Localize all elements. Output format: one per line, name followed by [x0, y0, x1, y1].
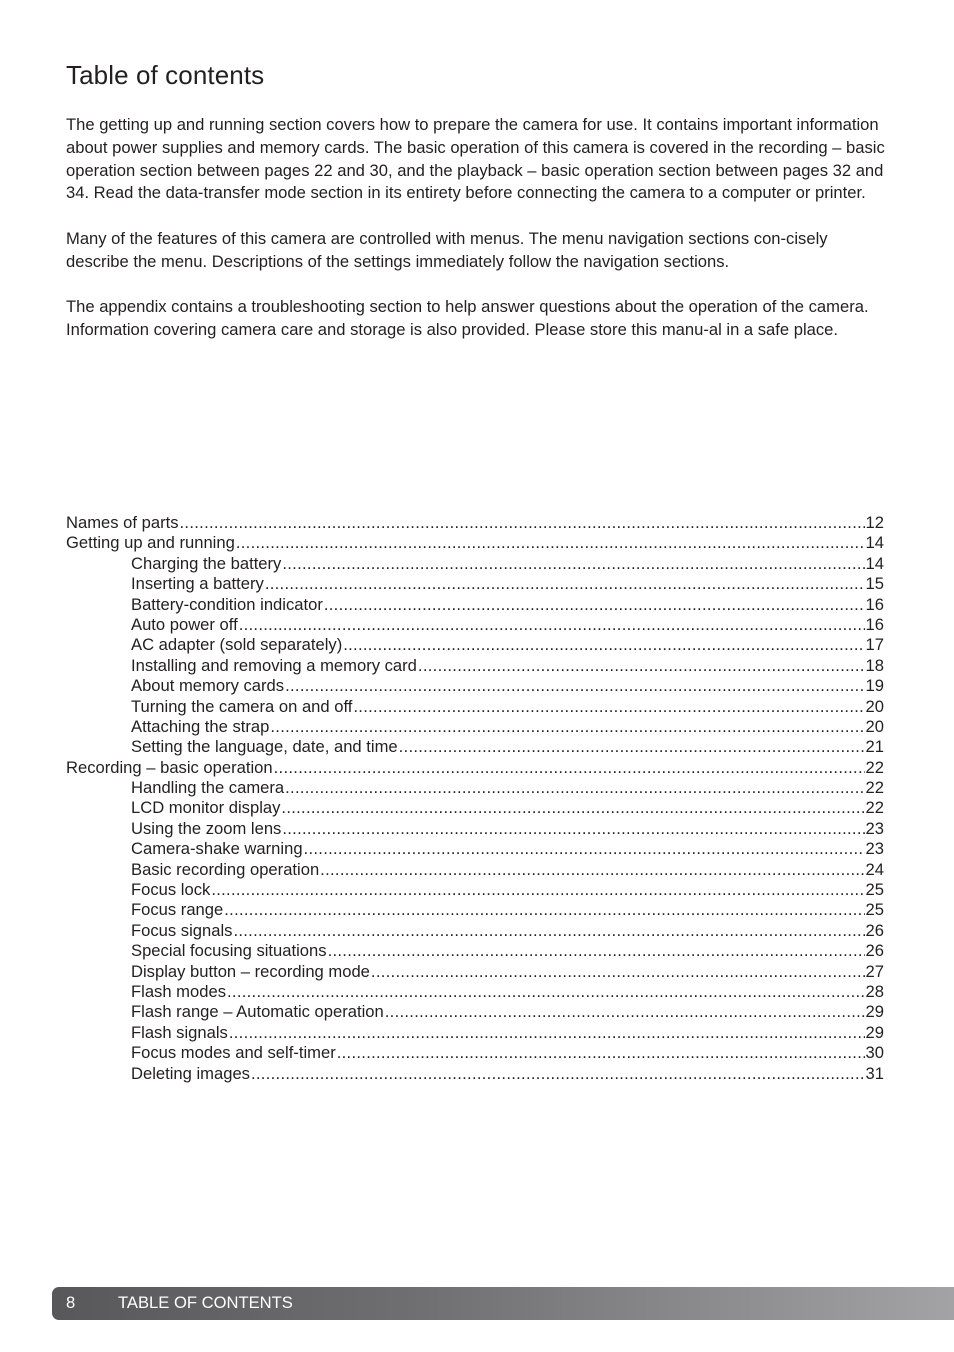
toc-entry-page: 26 — [865, 941, 884, 961]
toc-entry[interactable] — [66, 513, 884, 533]
toc-dot-leader — [337, 1043, 865, 1063]
toc-dot-leader — [399, 737, 865, 757]
toc-entry-label: Focus lock — [131, 880, 211, 900]
toc-entry[interactable] — [66, 860, 884, 880]
toc-entry-label: Auto power off — [131, 614, 238, 634]
toc-dot-leader — [320, 860, 864, 880]
toc-dot-leader — [236, 533, 865, 553]
toc-entry-page: 12 — [865, 513, 884, 532]
toc-entry[interactable] — [66, 1002, 884, 1022]
toc-entry[interactable] — [66, 615, 884, 635]
toc-entry[interactable] — [66, 635, 884, 655]
toc-entry-page: 16 — [865, 594, 884, 614]
toc-entry-page: 17 — [865, 635, 884, 655]
toc-entry[interactable] — [66, 1023, 884, 1043]
toc-entry-label: Charging the battery — [131, 553, 282, 573]
toc-entry-page: 24 — [865, 859, 884, 879]
toc-entry-label: Special focusing situations — [131, 941, 327, 961]
toc-entry-page: 16 — [865, 614, 884, 634]
toc-entry-page: 25 — [865, 900, 884, 920]
toc-entry-page: 31 — [865, 1063, 884, 1083]
toc-entry[interactable] — [66, 778, 884, 798]
toc-dot-leader — [282, 819, 864, 839]
toc-entry[interactable] — [66, 595, 884, 615]
toc-entry-page: 22 — [865, 778, 884, 798]
toc-entry[interactable] — [66, 880, 884, 900]
toc-entry-label: Inserting a battery — [131, 574, 264, 594]
toc-entry-label: Setting the language, date, and time — [131, 737, 398, 757]
toc-entry[interactable] — [66, 533, 884, 553]
toc-entry[interactable] — [66, 962, 884, 982]
toc-entry-label: Turning the camera on and off — [131, 696, 353, 716]
toc-entry[interactable] — [66, 941, 884, 961]
toc-entry-label: About memory cards — [131, 676, 285, 696]
toc-entry-label: Using the zoom lens — [131, 818, 282, 838]
toc-entry-page: 25 — [865, 880, 884, 900]
toc-entry-page: 20 — [865, 696, 884, 716]
toc-entry-page: 29 — [865, 1022, 884, 1042]
toc-dot-leader — [265, 574, 865, 594]
footer-bar — [52, 1287, 954, 1320]
intro-paragraph: Many of the features of this camera are controlled with menus. The menu navigation sections con-cisely describe the menu. Descriptions of the settings immediately follow the navigation sections. — [66, 228, 828, 271]
toc-entry-page: 22 — [865, 798, 884, 818]
toc-dot-leader — [328, 941, 865, 961]
toc-entry-label: Focus signals — [131, 920, 233, 940]
toc-entry[interactable] — [66, 819, 884, 839]
toc-entry[interactable] — [66, 574, 884, 594]
toc-entry-label: Getting up and running — [66, 533, 235, 553]
toc-entry-page: 21 — [865, 737, 884, 757]
toc-entry-page: 22 — [865, 757, 884, 777]
toc-entry[interactable] — [66, 697, 884, 717]
toc-entry[interactable] — [66, 717, 884, 737]
toc-dot-leader — [239, 615, 865, 635]
toc-entry[interactable] — [66, 758, 884, 778]
toc-dot-leader — [281, 798, 864, 818]
toc-dot-leader — [224, 900, 864, 920]
toc-entry[interactable] — [66, 982, 884, 1002]
toc-entry[interactable] — [66, 921, 884, 941]
toc-dot-leader — [227, 982, 865, 1002]
toc-dot-leader — [385, 1002, 865, 1022]
toc-dot-leader — [285, 676, 864, 696]
toc-entry[interactable] — [66, 900, 884, 920]
toc-entry-page: 28 — [865, 981, 884, 1001]
toc-entry-page: 29 — [865, 1002, 884, 1022]
toc-entry[interactable] — [66, 737, 884, 757]
toc-entry-page: 30 — [865, 1043, 884, 1063]
toc-entry-page: 23 — [865, 839, 884, 859]
toc-entry-label: Installing and removing a memory card — [131, 655, 417, 675]
toc-entry-label: Flash signals — [131, 1022, 228, 1042]
toc-dot-leader — [180, 513, 865, 533]
toc-entry-page: 27 — [865, 961, 884, 981]
intro-paragraph: The getting up and running section covers how to prepare the camera for use. It contains important information about power supplies and memory cards. The basic operation of this camera is covered in the recording – basic operation section between pages 22 and 30, and the playback – basic operation section between pages 32 and 34. Read the data-transfer mode section in its entirety before connecting the camera to a computer or printer. — [66, 115, 885, 203]
toc-entry[interactable] — [66, 676, 884, 696]
toc-entry-page: 23 — [865, 818, 884, 838]
toc-entry-label: Flash modes — [131, 981, 226, 1001]
toc-dot-leader — [282, 554, 864, 574]
toc-entry[interactable] — [66, 798, 884, 818]
toc-entry-page: 15 — [865, 574, 884, 594]
page-title: Table of contents — [66, 60, 265, 90]
toc-dot-leader — [274, 758, 865, 778]
toc-entry[interactable] — [66, 656, 884, 676]
toc-dot-leader — [324, 595, 865, 615]
toc-dot-leader — [343, 635, 864, 655]
toc-entry-label: Focus modes and self-timer — [131, 1043, 336, 1063]
toc-list — [66, 513, 884, 1084]
toc-entry[interactable] — [66, 839, 884, 859]
intro-paragraph: The appendix contains a troubleshooting section to help answer questions about the operation of the camera. Information covering camera care and storage is also provided. Please store this manu-al in a safe place. — [66, 297, 869, 340]
toc-entry-label: Handling the camera — [131, 778, 285, 798]
toc-entry-page: 14 — [865, 533, 884, 553]
toc-entry-label: Flash range – Automatic operation — [131, 1002, 384, 1022]
toc-entry-label: AC adapter (sold separately) — [131, 635, 343, 655]
toc-dot-leader — [211, 880, 864, 900]
toc-entry-label: Recording – basic operation — [66, 757, 273, 777]
toc-entry[interactable] — [66, 1064, 884, 1084]
toc-entry[interactable] — [66, 1043, 884, 1063]
toc-dot-leader — [418, 656, 865, 676]
footer-section-title: TABLE OF CONTENTS — [118, 1293, 293, 1312]
toc-entry-label: Attaching the strap — [131, 716, 270, 736]
toc-entry-page: 26 — [865, 920, 884, 940]
toc-entry-page: 18 — [865, 655, 884, 675]
toc-dot-leader — [371, 962, 865, 982]
toc-entry-label: Focus range — [131, 900, 224, 920]
page-number: 8 — [66, 1293, 76, 1312]
toc-entry-label: Battery-condition indicator — [131, 594, 323, 614]
toc-entry-label: Basic recording operation — [131, 859, 320, 879]
toc-dot-leader — [285, 778, 864, 798]
toc-dot-leader — [353, 697, 864, 717]
toc-dot-leader — [233, 921, 864, 941]
toc-entry-page: 20 — [865, 716, 884, 736]
toc-dot-leader — [270, 717, 864, 737]
toc-entry-label: Names of parts — [66, 513, 179, 532]
toc-entry-page: 19 — [865, 676, 884, 696]
toc-entry-label: Display button – recording mode — [131, 961, 370, 981]
toc-entry-label: Deleting images — [131, 1063, 250, 1083]
toc-entry-label: LCD monitor display — [131, 798, 281, 818]
toc-entry[interactable] — [66, 554, 884, 574]
toc-dot-leader — [251, 1064, 865, 1084]
intro-text — [66, 114, 888, 365]
toc-entry-page: 14 — [865, 553, 884, 573]
toc-dot-leader — [304, 839, 865, 859]
toc-entry-label: Camera-shake warning — [131, 839, 303, 859]
toc-dot-leader — [229, 1023, 865, 1043]
